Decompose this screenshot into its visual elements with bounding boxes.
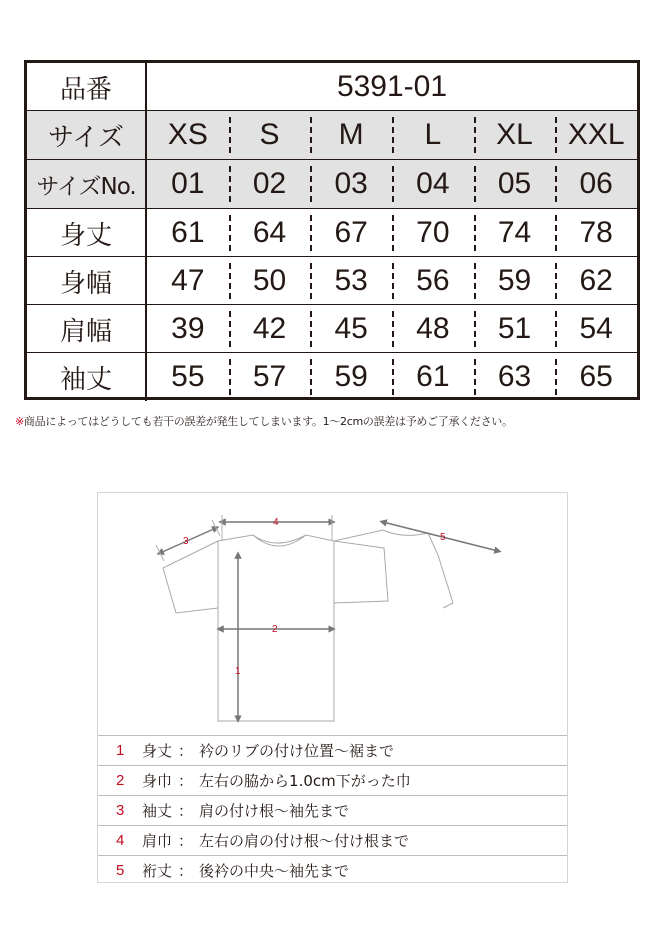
table-cell: 56 bbox=[392, 257, 474, 305]
table-cell: XL bbox=[474, 111, 556, 159]
measurement-diagram bbox=[97, 492, 568, 883]
list-item bbox=[98, 735, 567, 765]
size-table bbox=[24, 60, 640, 400]
table-cell: 06 bbox=[555, 160, 637, 208]
table-cell: 45 bbox=[310, 305, 392, 353]
row-label: サイズ bbox=[27, 111, 147, 159]
table-cell: 42 bbox=[229, 305, 311, 353]
table-cell: 78 bbox=[555, 209, 637, 257]
table-cell: 59 bbox=[310, 353, 392, 401]
table-cell: 02 bbox=[229, 160, 311, 208]
legend-separator: ： bbox=[178, 832, 194, 850]
marker-3: 3 bbox=[183, 536, 189, 547]
legend-number: 4 bbox=[116, 832, 125, 849]
table-cell: 04 bbox=[392, 160, 474, 208]
table-cell: 65 bbox=[555, 353, 637, 401]
legend-name: 身巾 bbox=[142, 772, 173, 790]
legend-description: 肩の付け根〜袖先まで bbox=[199, 802, 350, 820]
table-cell: L bbox=[392, 111, 474, 159]
table-cell: XXL bbox=[555, 111, 637, 159]
legend-description: 衿のリブの付け位置〜裾まで bbox=[199, 742, 395, 760]
note-mark: ※ bbox=[15, 415, 24, 428]
row-label: 肩幅 bbox=[27, 305, 147, 353]
measurement-arrows bbox=[156, 515, 498, 719]
list-item bbox=[98, 855, 567, 885]
body-width-row bbox=[27, 257, 637, 305]
body-length-row bbox=[27, 209, 637, 257]
legend-separator: ： bbox=[178, 802, 194, 820]
shoulder-width-row bbox=[27, 305, 637, 353]
table-cell: 61 bbox=[392, 353, 474, 401]
row-label: サイズNo. bbox=[27, 160, 147, 208]
product-row bbox=[27, 63, 637, 111]
marker-5: 5 bbox=[440, 532, 446, 543]
table-cell: 74 bbox=[474, 209, 556, 257]
product-label: 品番 bbox=[27, 63, 147, 111]
legend-name: 袖丈 bbox=[142, 802, 173, 820]
marker-2: 2 bbox=[272, 624, 278, 635]
row-label: 袖丈 bbox=[27, 353, 147, 401]
legend-number: 1 bbox=[116, 742, 125, 759]
table-cell: 53 bbox=[310, 257, 392, 305]
legend-description: 左右の脇から1.0cm下がった巾 bbox=[199, 772, 411, 790]
table-cell: 55 bbox=[171, 360, 205, 393]
row-label: 身丈 bbox=[27, 209, 147, 257]
table-cell: 39 bbox=[171, 312, 205, 345]
table-cell: 05 bbox=[474, 160, 556, 208]
table-cell: 50 bbox=[229, 257, 311, 305]
legend-separator: ： bbox=[178, 862, 194, 880]
table-cell: 47 bbox=[171, 264, 205, 297]
legend-name: 裄丈 bbox=[142, 862, 173, 880]
legend-number: 2 bbox=[116, 772, 125, 789]
legend-number: 5 bbox=[116, 862, 125, 879]
list-item bbox=[98, 765, 567, 795]
marker-4: 4 bbox=[273, 517, 279, 528]
size-number-row bbox=[27, 160, 637, 208]
legend-number: 3 bbox=[116, 802, 125, 819]
list-item bbox=[98, 825, 567, 855]
table-cell: 01 bbox=[171, 167, 205, 200]
table-cell: 54 bbox=[555, 305, 637, 353]
table-cell: 70 bbox=[392, 209, 474, 257]
table-cell: 03 bbox=[310, 160, 392, 208]
legend-description: 左右の肩の付け根〜付け根まで bbox=[199, 832, 410, 850]
table-cell: 63 bbox=[474, 353, 556, 401]
legend-separator: ： bbox=[178, 772, 194, 790]
sleeve-length-row bbox=[27, 353, 637, 401]
row-label: 身幅 bbox=[27, 257, 147, 305]
legend-description: 後衿の中央〜袖先まで bbox=[199, 862, 350, 880]
table-cell: 51 bbox=[474, 305, 556, 353]
table-cell: M bbox=[310, 111, 392, 159]
table-cell: XS bbox=[167, 118, 208, 151]
disclaimer-note bbox=[15, 413, 513, 429]
table-cell: 48 bbox=[392, 305, 474, 353]
table-cell: 67 bbox=[310, 209, 392, 257]
legend-name: 肩巾 bbox=[142, 832, 173, 850]
product-code: 5391-01 bbox=[336, 70, 448, 103]
list-item bbox=[98, 795, 567, 825]
back-tshirt-icon bbox=[334, 530, 453, 608]
table-cell: 64 bbox=[229, 209, 311, 257]
marker-1: 1 bbox=[235, 666, 241, 677]
measurement-legend bbox=[98, 735, 567, 885]
table-cell: S bbox=[229, 111, 311, 159]
size-row bbox=[27, 111, 637, 159]
table-cell: 62 bbox=[555, 257, 637, 305]
table-cell: 61 bbox=[171, 216, 205, 249]
note-text: 商品によってはどうしても若干の誤差が発生してしまいます。1〜2cmの誤差は予めご了承ください。 bbox=[23, 415, 513, 428]
legend-name: 身丈 bbox=[142, 742, 173, 760]
tshirt-diagram bbox=[98, 493, 567, 735]
table-cell: 59 bbox=[474, 257, 556, 305]
table-cell: 57 bbox=[229, 353, 311, 401]
legend-separator: ： bbox=[178, 742, 194, 760]
